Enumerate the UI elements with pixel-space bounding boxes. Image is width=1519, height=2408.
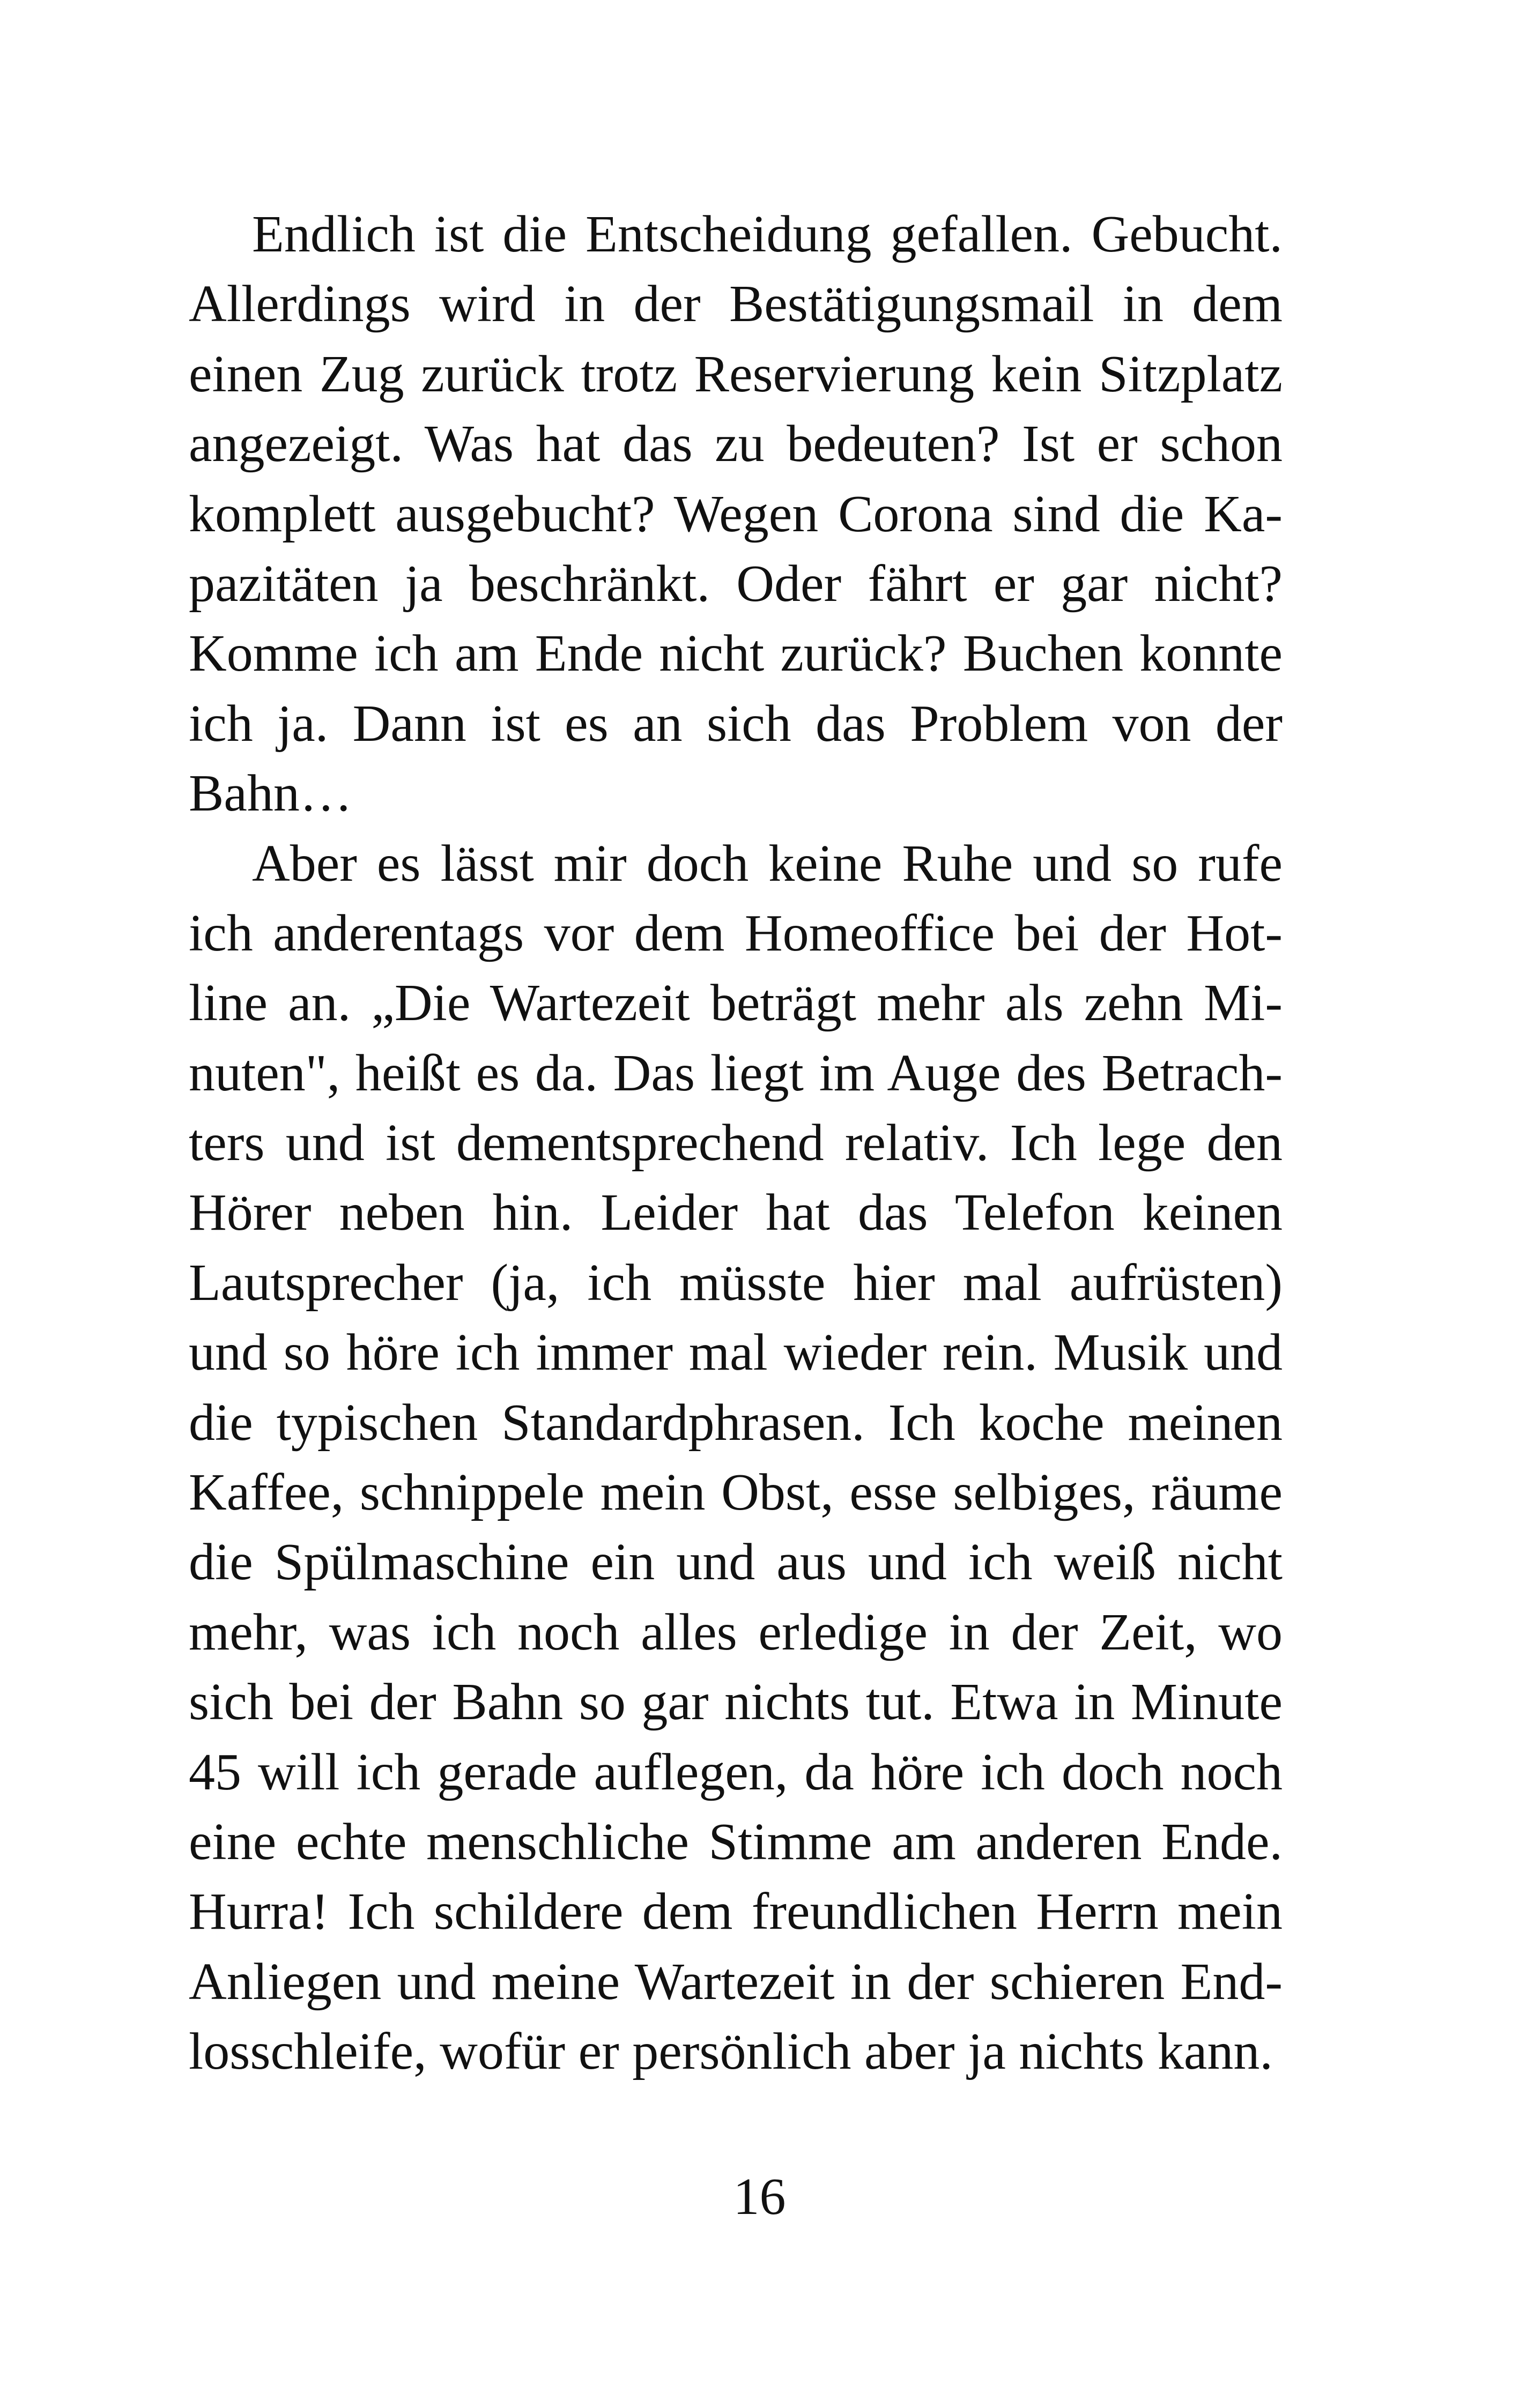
text-line: Hörer neben hin. Leider hat das Telefon keinen (189, 1184, 1283, 1242)
text-line: losschleife, wofür er persönlich aber ja nichts kann. (189, 2023, 1273, 2081)
text-line: line an. „Die Wartezeit beträgt mehr als zehn Mi- (189, 974, 1283, 1032)
body-text (189, 199, 1283, 2087)
text-line: eine echte menschliche Stimme am anderen Ende. (189, 1812, 1283, 1871)
paragraph-1 (189, 199, 1283, 829)
text-line: pazitäten ja beschränkt. Oder fährt er gar nicht? (189, 554, 1283, 613)
text-line: Allerdings wird in der Bestätigungsmail in dem (189, 275, 1283, 333)
text-line: nuten", heißt es da. Das liegt im Auge des Betrach- (189, 1044, 1283, 1102)
text-line: Kaffee, schnippele mein Obst, esse selbiges, räume (189, 1463, 1283, 1522)
text-line: angezeigt. Was hat das zu bedeuten? Ist er schon (189, 415, 1283, 473)
text-line: ich anderentags vor dem Homeoffice bei der Hot- (189, 904, 1283, 962)
text-line: 45 will ich gerade auflegen, da höre ich doch noch (189, 1743, 1283, 1801)
text-line: die typischen Standardphrasen. Ich koche meinen (189, 1393, 1283, 1452)
text-line: Lautsprecher (ja, ich müsste hier mal aufrüsten) (189, 1253, 1283, 1312)
text-line: Komme ich am Ende nicht zurück? Buchen konnte (189, 625, 1283, 683)
text-line: und so höre ich immer mal wieder rein. Musik und (189, 1324, 1283, 1382)
text-line: Bahn… (189, 764, 352, 823)
paragraph-2 (189, 829, 1283, 2087)
text-line: ters und ist dementsprechend relativ. Ich lege den (189, 1114, 1283, 1172)
text-line: sich bei der Bahn so gar nichts tut. Etwa in Minute (189, 1673, 1283, 1731)
text-line: Anliegen und meine Wartezeit in der schieren End- (189, 1952, 1283, 2011)
text-line: einen Zug zurück trotz Reservierung kein Sitzplatz (189, 345, 1283, 403)
page-number: 16 (733, 2168, 786, 2226)
text-line: mehr, was ich noch alles erledige in der Zeit, wo (189, 1603, 1283, 1661)
text-line: Endlich ist die Entscheidung gefallen. Gebucht. (252, 205, 1283, 263)
text-line: komplett ausgebucht? Wegen Corona sind die Ka- (189, 485, 1283, 543)
text-line: Aber es lässt mir doch keine Ruhe und so rufe (252, 834, 1283, 893)
text-line: Hurra! Ich schildere dem freundlichen Herrn mein (189, 1883, 1283, 1941)
text-line: die Spülmaschine ein und aus und ich weiß nicht (189, 1533, 1283, 1592)
text-line: ich ja. Dann ist es an sich das Problem von der (189, 694, 1283, 753)
